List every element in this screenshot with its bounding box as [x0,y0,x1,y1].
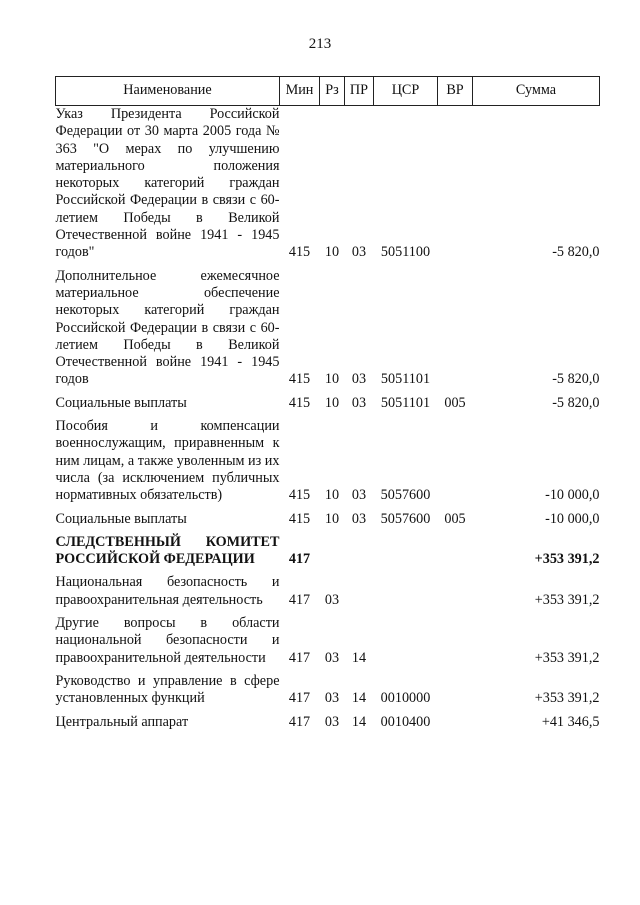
cell-pr: 03 [351,371,367,388]
cell-name: Социальные выплаты [55,394,187,411]
cell-csr [374,615,438,667]
cell-rz: 03 [324,649,340,666]
table-row [56,574,600,609]
cell-pr: 03 [351,244,367,261]
cell-csr: 5051101 [380,371,431,388]
cell-sum: -5 820,0 [552,394,600,411]
cell-sum: +41 346,5 [541,713,600,730]
header-vr: ВР [438,77,473,106]
cell-name: Национальная безопасность и правоохранительная деятельность [55,574,280,608]
table-row [56,418,600,504]
cell-name: Другие вопросы в области национальной безопасности и правоохранительной деятельности [55,615,280,666]
cell-min: 415 [288,244,311,261]
cell-csr [374,534,438,569]
table-row [56,268,600,389]
table-row [56,106,600,262]
cell-vr [438,574,473,609]
cell-sum: -10 000,0 [545,510,600,527]
cell-csr: 5051100 [380,244,431,261]
cell-pr: 14 [351,649,367,666]
cell-vr [438,534,473,569]
cell-pr [345,534,374,569]
header-min: Мин [280,77,320,106]
cell-pr: 14 [351,690,367,707]
cell-pr [345,574,374,609]
cell-rz: 10 [324,394,340,411]
cell-min: 415 [288,487,311,504]
cell-vr [438,714,473,731]
cell-sum: -5 820,0 [552,244,600,261]
cell-rz: 03 [324,713,340,730]
cell-min: 415 [288,371,311,388]
cell-min: 417 [288,649,311,666]
table-row [56,534,600,569]
cell-vr: 005 [444,510,466,527]
cell-name: Пособия и компенсации военнослужащим, приравненным к ним лицам, а также уволенным из их числа (за исключением публичных нормативных обязательств) [55,418,280,504]
cell-min: 415 [288,394,311,411]
cell-name: Руководство и управление в сфере установленных функций [55,672,280,707]
header-rz: Рз [320,77,345,106]
cell-sum: +353 391,2 [534,551,600,568]
header-sum: Сумма [473,77,600,106]
cell-csr: 0010400 [380,713,431,730]
cell-name: СЛЕДСТВЕННЫЙ КОМИТЕТ РОССИЙСКОЙ ФЕДЕРАЦИИ [55,533,280,568]
cell-rz: 10 [324,244,340,261]
cell-vr: 005 [444,394,466,411]
cell-rz [320,534,345,569]
cell-sum: -5 820,0 [552,371,600,388]
cell-csr: 5057600 [380,510,431,527]
table-row [56,511,600,528]
table-row [56,714,600,731]
cell-rz: 03 [324,591,340,608]
cell-vr [438,673,473,708]
header-name: Наименование [56,77,280,106]
cell-rz: 03 [324,690,340,707]
cell-name: Дополнительное ежемесячное материальное обеспечение некоторых категорий граждан Российской Федерации в связи с 60-летием Победы в Великой Отечественной войне 1941 - 1945 годов [55,267,280,388]
table-body [56,106,600,731]
table-row [56,395,600,412]
cell-vr [438,418,473,504]
cell-csr: 5057600 [380,487,431,504]
cell-min: 417 [288,591,311,608]
cell-rz: 10 [324,487,340,504]
budget-table [55,76,600,731]
cell-sum: +353 391,2 [534,690,600,707]
table-header [56,77,600,106]
cell-pr: 14 [351,713,367,730]
cell-vr [438,106,473,262]
cell-name: Указ Президента Российской Федерации от 30 марта 2005 года № 363 "О мерах по улучшению материального положения некоторых категорий граждан Российской Федерации в связи с 60-летием Победы в Великой Отечественной войне 1941 - 1945 годов" [55,106,280,261]
cell-csr [374,574,438,609]
table-row [56,615,600,667]
cell-pr: 03 [351,510,367,527]
cell-min: 417 [288,713,311,730]
cell-rz: 10 [324,371,340,388]
cell-pr: 03 [351,394,367,411]
cell-min: 417 [288,690,311,707]
page-number: 213 [308,36,332,52]
cell-min: 417 [288,551,311,568]
cell-name: Центральный аппарат [55,713,189,730]
table-row [56,673,600,708]
cell-pr: 03 [351,487,367,504]
cell-sum: -10 000,0 [545,487,600,504]
cell-sum: +353 391,2 [534,591,600,608]
cell-name: Социальные выплаты [55,510,187,527]
cell-csr: 0010000 [380,690,431,707]
cell-min: 415 [288,510,311,527]
cell-vr [438,615,473,667]
header-csr: ЦСР [374,77,438,106]
cell-sum: +353 391,2 [534,649,600,666]
cell-csr: 5051101 [380,394,431,411]
cell-rz: 10 [324,510,340,527]
header-pr: ПР [345,77,374,106]
cell-vr [438,268,473,389]
